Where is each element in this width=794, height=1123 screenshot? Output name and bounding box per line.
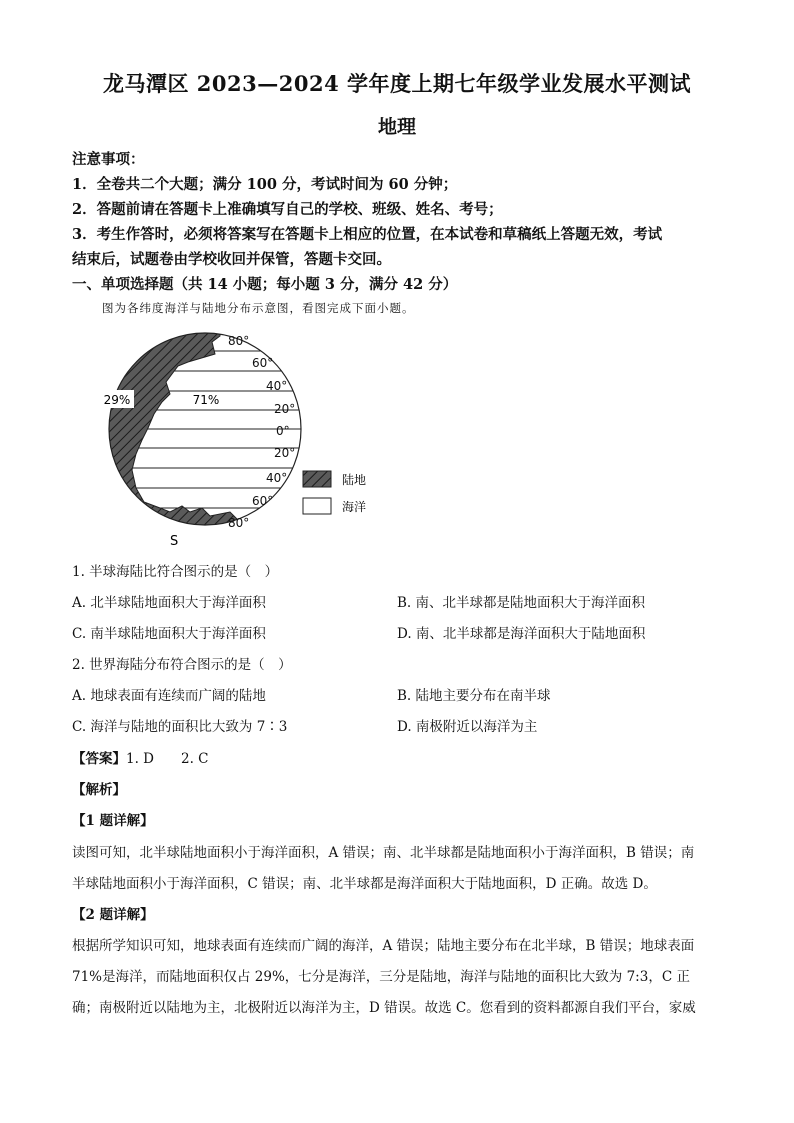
answer-line [72,747,209,767]
figure-intro: 图为各纬度海洋与陆地分布示意图，看图完成下面小题。 [102,301,415,315]
lat-label-0: 0° [276,424,290,438]
question-2-option-c: C. 海洋与陆地的面积比大致为 7∶3 [72,719,288,735]
q2-detail-tag: 【2 题详解】 [72,907,154,923]
lat-label-s40: 40° [266,471,288,485]
question-1-option-c: C. 南半球陆地面积大于海洋面积 [72,626,266,642]
exam-title: 龙马潭区 2023—2024 学年度上期七年级学业发展水平测试 [102,71,691,96]
q1-detail-line-2: 半球陆地面积小于海洋面积，C 错误；南、北半球都是海洋面积大于陆地面积，D 正确。故选 D。 [72,876,657,892]
notice-item-2: 2．答题前请在答题卡上准确填写自己的学校、班级、姓名、考号； [72,201,503,218]
legend-ocean-label: 海洋 [342,500,367,514]
answer-text: 1. D 2. C [126,751,209,767]
analysis-tag: 【解析】 [72,782,126,798]
question-2-option-b: B. 陆地主要分布在南半球 [397,688,551,704]
q2-detail-line-2: 71%是海洋，而陆地面积仅占 29%，七分是海洋，三分是陆地，海洋与陆地的面积比大致为 7:3，C 正 [72,969,690,985]
lat-label-n40: 40° [266,379,288,393]
q1-detail-line-1: 读图可知，北半球陆地面积小于海洋面积，A 错误；南、北半球都是陆地面积小于海洋面积，B 错误；南 [72,845,695,861]
lat-label-n20: 20° [274,402,296,416]
notice-heading: 注意事项： [72,151,145,168]
question-1-option-d: D. 南、北半球都是海洋面积大于陆地面积 [397,626,646,642]
answer-tag: 【答案】 [72,751,126,767]
notice-item-1: 1．全卷共二个大题；满分 100 分，考试时间为 60 分钟； [72,176,458,193]
question-1-option-b: B. 南、北半球都是陆地面积大于海洋面积 [397,595,646,611]
ocean-percentage: 71% [192,393,220,407]
question-2-option-a: A. 地球表面有连续而广阔的陆地 [72,688,266,704]
q2-detail-line-3: 确；南极附近以陆地为主，北极附近以海洋为主，D 错误。故选 C。您看到的资料都源自我们平台，家威 [72,1000,696,1016]
question-2-option-d: D. 南极附近以海洋为主 [397,719,538,735]
lat-label-s20: 20° [274,446,296,460]
question-1-option-a: A. 北半球陆地面积大于海洋面积 [72,595,266,611]
lat-label-n80: 80° [228,334,250,348]
notice-item-3: 3．考生作答时，必须将答案写在答题卡上相应的位置，在本试卷和草稿纸上答题无效，考试 [72,226,663,243]
question-1-stem: 1. 半球海陆比符合图示的是（ ） [72,564,279,580]
section-heading: 一、单项选择题（共 14 小题；每小题 3 分，满分 42 分） [72,276,458,293]
land-ocean-figure [70,322,390,552]
subject-title: 地理 [377,116,416,138]
lat-label-n60: 60° [252,356,274,370]
notice-item-3-cont: 结束后，试题卷由学校收回并保管，答题卡交回。 [72,251,391,268]
legend-land-swatch [303,471,331,487]
legend-ocean-swatch [303,498,331,514]
land-percentage: 29% [103,393,131,407]
south-pole-label: S [170,534,179,549]
question-2-stem: 2. 世界海陆分布符合图示的是（ ） [72,657,292,673]
legend-land-label: 陆地 [342,473,367,487]
lat-label-s60: 60° [252,494,274,508]
q1-detail-tag: 【1 题详解】 [72,813,154,829]
lat-label-s80: 80° [228,516,250,530]
q2-detail-line-1: 根据所学知识可知，地球表面有连续而广阔的海洋，A 错误；陆地主要分布在北半球，B 错误；地球表面 [72,938,695,954]
